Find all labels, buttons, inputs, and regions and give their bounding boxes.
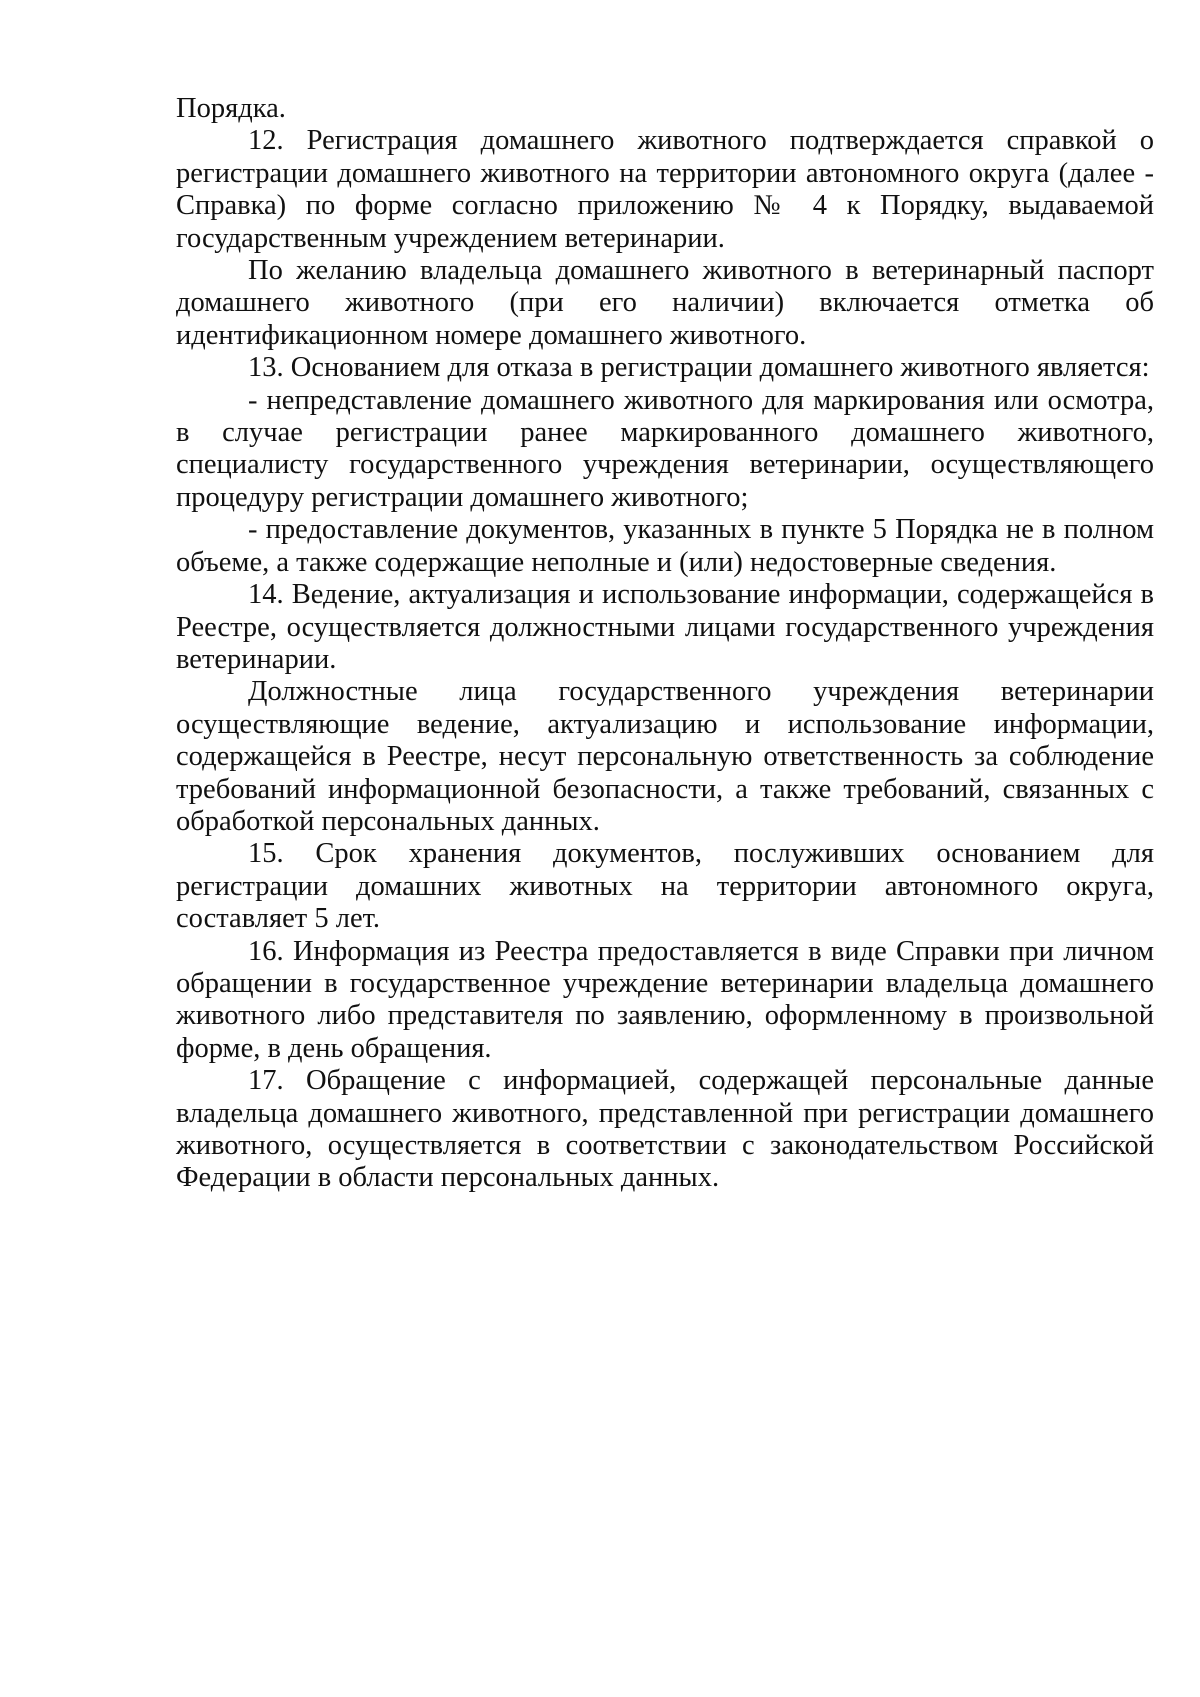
paragraph-continuation: Порядка. (176, 93, 286, 124)
paragraph-item-13: 13. Основанием для отказа в регистрации домашнего животного является: (248, 352, 1150, 384)
paragraph-refusal-reason-2: - предоставление документов, указанных в пункте 5 Порядка не в полном объеме, а также содержащие неполные и (или) недостоверные сведения. (176, 514, 1154, 578)
paragraph-officials-responsibility: Должностные лица государственного учреждения ветеринарии осуществляющие ведение, актуализацию и использование информации, содержащейся в Реестре, несут персональную ответственность за соблюдение требований информационной безопасности, а также требований, связанных с обработкой персональных данных. (176, 676, 1154, 837)
paragraph-item-12: 12. Регистрация домашнего животного подтверждается справкой о регистрации домашнего животного на территории автономного округа (далее - Справка) по форме согласно приложению № 4 к Порядку, выдаваемой государственным учреждением ветеринарии. (176, 125, 1154, 254)
paragraph-passport-note: По желанию владельца домашнего животного в ветеринарный паспорт домашнего животного (при его наличии) включается отметка об идентификационном номере домашнего животного. (176, 255, 1154, 351)
paragraph-item-16: 16. Информация из Реестра предоставляется в виде Справки при личном обращении в государственное учреждение ветеринарии владельца домашнего животного либо представителя по заявлению, оформленному в произвольной форме, в день обращения. (176, 935, 1154, 1064)
document-body (176, 93, 1154, 1195)
paragraph-item-15: 15. Срок хранения документов, послуживших основанием для регистрации домашних животных на территории автономного округа, составляет 5 лет. (176, 838, 1154, 935)
paragraph-item-14: 14. Ведение, актуализация и использование информации, содержащейся в Реестре, осуществляется должностными лицами государственного учреждения ветеринарии. (176, 579, 1154, 675)
paragraph-refusal-reason-1: - непредставление домашнего животного для маркирования или осмотра, в случае регистрации ранее маркированного домашнего животного, специалисту государственного учреждения ветеринарии, осуществляющего процедуру регистрации домашнего животного; (176, 384, 1154, 513)
paragraph-item-17: 17. Обращение с информацией, содержащей персональные данные владельца домашнего животного, представленной при регистрации домашнего животного, осуществляется в соответствии с законодательством Российской Федерации в области персональных данных. (176, 1065, 1154, 1194)
